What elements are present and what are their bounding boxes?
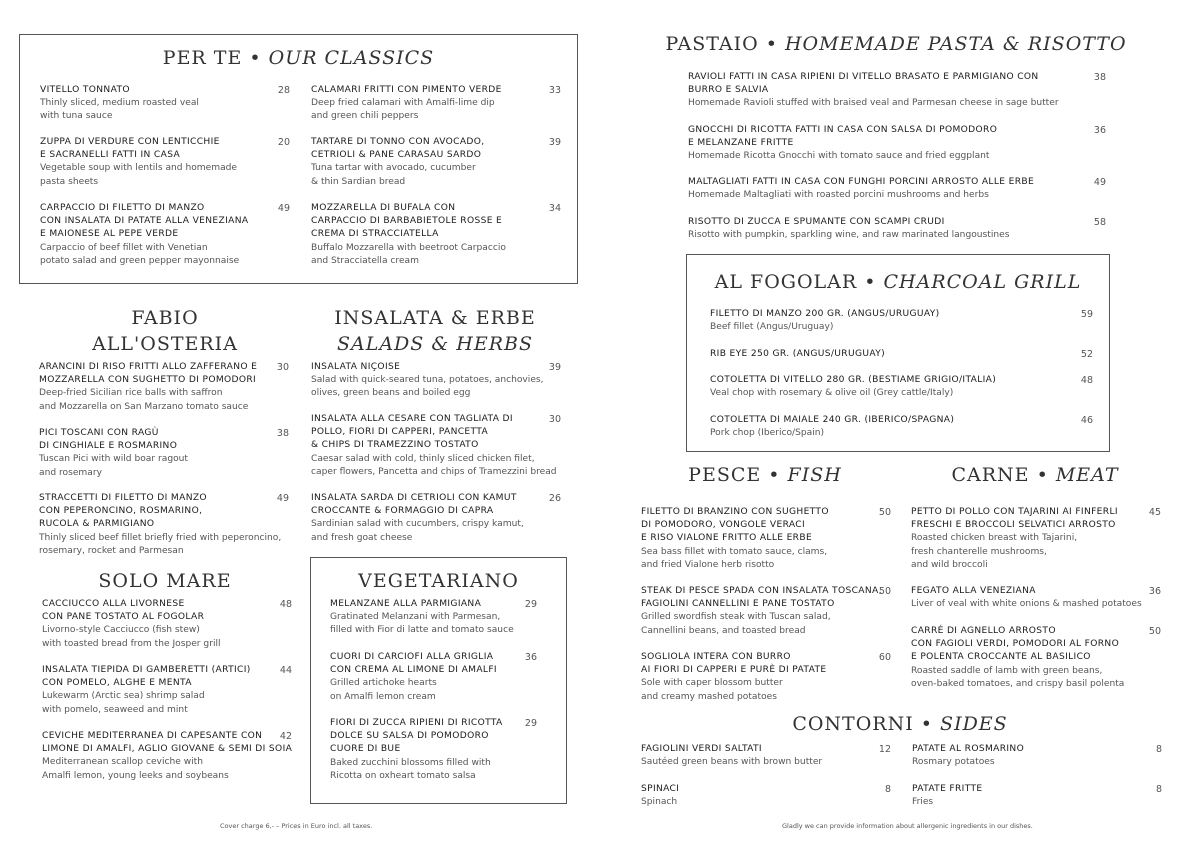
dish-description-line: with toasted bread from the Josper grill — [42, 638, 221, 649]
dish-name-line: CEVICHE MEDITERRANEA DI CAPESANTE CON — [42, 731, 263, 741]
dish-price: 29 — [524, 718, 537, 729]
dish-description — [710, 321, 1093, 334]
dish-description — [688, 150, 1106, 163]
dish-description-line: Tuscan Pici with wild boar ragout — [39, 454, 188, 465]
dish-price: 45 — [1148, 507, 1161, 518]
dish-price: 34 — [548, 203, 561, 214]
dish-name-line: CUORE DI BUE — [330, 744, 401, 755]
carne-title-en: MEAT — [1055, 464, 1119, 486]
menu-item — [40, 84, 290, 124]
dish-description — [330, 611, 537, 637]
dish-description — [912, 796, 1162, 809]
dish-price: 39 — [548, 362, 561, 373]
menu-item — [39, 492, 289, 558]
dish-name — [330, 651, 537, 677]
dish-description-line: rosemary, rocket and Parmesan — [39, 545, 184, 556]
classics-title-en: OUR CLASSICS — [268, 47, 435, 69]
dish-name — [311, 492, 561, 518]
dish-name — [911, 625, 1161, 665]
dish-description-line: Lukewarm (Arctic sea) shrimp salad — [42, 691, 205, 702]
dish-name-line: POLLO, FIORI DI CAPPERI, PANCETTA — [311, 427, 489, 438]
dish-name — [40, 136, 290, 162]
dish-description — [688, 189, 1106, 202]
dish-name-line: & CHIPS DI TRAMEZZINO TOSTATO — [311, 440, 479, 451]
dish-name-line: FILETTO DI BRANZINO CON SUGHETTO — [641, 507, 829, 517]
dish-description-line: Amalfi lemon, young leeks and soybeans — [42, 770, 229, 781]
dish-description-line: Homemade Maltagliati with roasted porcini mushrooms and herbs — [688, 190, 989, 201]
dish-name — [710, 308, 1093, 321]
dish-price: 59 — [1080, 309, 1093, 320]
dish-description — [912, 756, 1162, 769]
dish-name-line: CARPACCIO DI FILETTO DI MANZO — [40, 203, 205, 213]
dish-name-line: RISOTTO DI ZUCCA E SPUMANTE CON SCAMPI CRUDI — [688, 217, 945, 227]
dish-name — [710, 414, 1093, 427]
footer-left: Cover charge 6,- – Prices in Euro incl. all taxes. — [220, 822, 373, 830]
dish-description-line: caper flowers, Pancetta and chips of Tramezzini bread — [311, 466, 557, 477]
dish-name-line: PICI TOSCANI CON RAGÙ — [39, 428, 159, 438]
dish-description-line: on Amalfi lemon cream — [330, 691, 436, 702]
fogolar-title-en: CHARCOAL GRILL — [883, 271, 1082, 293]
dish-description-line: Grilled swordfish steak with Tuscan salad, — [641, 612, 831, 623]
dish-description-line: Veal chop with rosemary & olive oil (Grey cattle/Italy) — [710, 388, 954, 399]
dish-description-line: pasta sheets — [40, 176, 99, 187]
dish-name-line: ARANCINI DI RISO FRITTI ALLO ZAFFERANO E — [39, 362, 258, 372]
dish-price: 52 — [1080, 349, 1093, 360]
dish-price: 36 — [524, 652, 537, 663]
dish-description-line: Pork chop (Iberico/Spain) — [710, 428, 825, 439]
dish-name-line: CON CREMA AL LIMONE DI AMALFI — [330, 665, 497, 676]
dish-description-line: Rosmary potatoes — [912, 757, 995, 768]
menu-item — [641, 783, 891, 809]
dish-description — [39, 387, 289, 413]
menu-item — [641, 506, 891, 572]
vegetariano-title — [310, 568, 567, 594]
menu-item — [39, 427, 289, 480]
dish-name-line: CARRÉ DI AGNELLO ARROSTO — [911, 626, 1056, 636]
dish-name-line: E MAIONESE AL PEPE VERDE — [40, 229, 179, 240]
dish-description-line: Salad with quick-seared tuna, potatoes, anchovies, — [311, 375, 544, 386]
dish-name — [42, 730, 292, 756]
dish-name — [688, 176, 1106, 189]
dish-price: 42 — [279, 731, 292, 742]
menu-item — [688, 71, 1106, 111]
dish-name-line: GNOCCHI DI RICOTTA FATTI IN CASA CON SALSA DI POMODORO — [688, 125, 998, 135]
menu-item — [42, 730, 292, 783]
dish-name-line: CARPACCIO DI BARBABIETOLE ROSSE E — [311, 216, 503, 227]
menu-item — [688, 216, 1106, 242]
dish-name-line: COTOLETTA DI MAIALE 240 GR. (IBERICO/SPAGNA) — [710, 415, 955, 425]
dish-name — [42, 664, 292, 690]
dish-description-line: Deep fried calamari with Amalfi-lime dip — [311, 98, 495, 109]
menu-item — [688, 124, 1106, 164]
dish-name-line: INSALATA TIEPIDA DI GAMBERETTI (ARTICI) — [42, 665, 251, 675]
menu-item — [710, 308, 1093, 334]
menu-item — [688, 176, 1106, 202]
dish-name-line: LIMONE DI AMALFI, AGLIO GIOVANE & SEMI DI SOIA — [42, 744, 293, 755]
dish-description — [911, 665, 1161, 691]
menu-item — [710, 348, 1093, 361]
dish-description-line: and fresh goat cheese — [311, 532, 413, 543]
dish-name-line: CON FAGIOLI VERDI, POMODORI AL FORNO — [911, 639, 1120, 650]
dish-name — [311, 361, 561, 374]
menu-item — [330, 717, 537, 783]
menu-item — [39, 361, 289, 414]
dish-name-line: PETTO DI POLLO CON TAJARINI AI FINFERLI — [911, 507, 1118, 517]
dish-description — [710, 427, 1093, 440]
dish-name-line: FAGIOLINI CANNELLINI E PANE TOSTATO — [641, 599, 835, 610]
dish-description-line: oven-baked tomatoes, and crispy basil polenta — [911, 678, 1125, 689]
insalata-title — [310, 305, 560, 357]
dish-name — [688, 71, 1106, 97]
dish-name-line: SOGLIOLA INTERA CON BURRO — [641, 652, 791, 662]
dish-price: 20 — [277, 137, 290, 148]
dish-description-line: Buffalo Mozzarella with beetroot Carpaccio — [311, 242, 506, 253]
dish-description — [330, 677, 537, 703]
dish-description — [710, 387, 1093, 400]
dish-price: 50 — [878, 586, 891, 597]
dish-description-line: Tuna tartar with avocado, cucumber — [311, 163, 476, 174]
dish-name-line: DOLCE SU SALSA DI POMODORO — [330, 731, 489, 742]
menu-item — [641, 651, 891, 704]
dish-description-line: Ricotta on oxheart tomato salsa — [330, 770, 476, 781]
dish-name — [40, 202, 290, 242]
dish-name — [40, 84, 290, 97]
dish-description — [42, 756, 292, 782]
menu-item — [311, 84, 561, 124]
dish-name — [710, 374, 1093, 387]
dish-description — [330, 757, 537, 783]
dish-name-line: MOZZARELLA DI BUFALA CON — [311, 203, 456, 213]
dish-price: 29 — [524, 599, 537, 610]
dish-name — [911, 506, 1161, 532]
dish-name-line: FILETTO DI MANZO 200 GR. (ANGUS/URUGUAY) — [710, 309, 940, 319]
dish-description — [641, 796, 891, 809]
dish-name-line: PATATE FRITTE — [912, 784, 983, 794]
menu-item — [40, 202, 290, 268]
dish-price: 38 — [1093, 72, 1106, 83]
dish-description — [39, 532, 289, 558]
dish-price: 8 — [1155, 744, 1162, 755]
menu-item — [710, 414, 1093, 440]
dish-description-line: Deep-fried Sicilian rice balls with saffron — [39, 388, 223, 399]
dish-description-line: potato salad and green pepper mayonnaise — [40, 255, 240, 266]
dish-name-line: CON PEPERONCINO, ROSMARINO, — [39, 506, 203, 517]
dish-name-line: MALTAGLIATI FATTI IN CASA CON FUNGHI PORCINI ARROSTO ALLE ERBE — [688, 177, 1035, 187]
dish-description-line: and Stracciatella cream — [311, 255, 419, 266]
osteria-title-line1: FABIO — [131, 307, 199, 329]
dish-description — [42, 690, 292, 716]
dish-price: 48 — [1080, 375, 1093, 386]
classics-title-it: PER TE — [162, 47, 243, 69]
dish-name — [688, 124, 1106, 150]
fogolar-title-it: AL FOGOLAR — [714, 271, 858, 293]
dish-name — [39, 427, 289, 453]
dish-description — [42, 624, 292, 650]
insalata-title-it: INSALATA & ERBE — [334, 307, 536, 329]
dish-description-line: Sautéed green beans with brown butter — [641, 757, 823, 768]
contorni-title-en: SIDES — [940, 713, 1008, 735]
dish-name-line: CACCIUCCO ALLA LIVORNESE — [42, 599, 185, 609]
dish-price: 26 — [548, 493, 561, 504]
footer-right: Gladly we can provide information about allergenic ingredients in our dishes. — [782, 822, 1033, 830]
dish-description-line: Homemade Ravioli stuffed with braised veal and Parmesan cheese in sage butter — [688, 98, 1059, 109]
dish-description-line: Thinly sliced, medium roasted veal — [40, 98, 199, 109]
dish-name-line: STRACCETTI DI FILETTO DI MANZO — [39, 493, 207, 503]
dish-name-line: CUORI DI CARCIOFI ALLA GRIGLIA — [330, 652, 494, 662]
dish-name — [710, 348, 1093, 361]
dish-name-line: RUCOLA & PARMIGIANO — [39, 519, 155, 530]
dish-description-line: Beef fillet (Angus/Uruguay) — [710, 322, 834, 333]
dish-price: 49 — [277, 203, 290, 214]
dish-description — [39, 453, 289, 479]
dish-name-line: VITELLO TONNATO — [40, 85, 130, 95]
dish-name-line: CROCCANTE & FORMAGGIO DI CAPRA — [311, 506, 494, 517]
dish-name — [641, 506, 891, 546]
dish-name — [912, 783, 1162, 796]
dish-name — [330, 598, 537, 611]
dish-price: 50 — [1148, 626, 1161, 637]
dish-name-line: SPINACI — [641, 784, 680, 794]
pesce-title-en: FISH — [787, 464, 842, 486]
dish-description-line: and Mozzarella on San Marzano tomato sauce — [39, 401, 249, 412]
dish-description-line: and fried Vialone herb risotto — [641, 559, 775, 570]
solomare-title-text: SOLO MARE — [98, 570, 232, 592]
osteria-title-line2: ALL'OSTERIA — [92, 333, 238, 355]
dish-price: 39 — [548, 137, 561, 148]
dish-description — [311, 453, 561, 479]
dish-name — [39, 361, 289, 387]
dish-price: 36 — [1093, 125, 1106, 136]
dish-description — [40, 162, 290, 188]
dish-name — [39, 492, 289, 532]
dish-name — [911, 585, 1161, 598]
dish-name-line: STEAK DI PESCE SPADA CON INSALATA TOSCANA, — [641, 586, 882, 596]
dish-name-line: CON POMELO, ALGHE E MENTA — [42, 678, 192, 689]
dish-description — [311, 374, 561, 400]
contorni-title: CONTORNI • SIDES — [792, 713, 1008, 735]
dish-description — [641, 677, 891, 703]
solomare-title — [40, 568, 290, 594]
pastaio-title-en: HOMEMADE PASTA & RISOTTO — [784, 33, 1127, 55]
dish-description-line: Spinach — [641, 797, 678, 808]
dish-price: 49 — [276, 493, 289, 504]
dish-description-line: and rosemary — [39, 467, 102, 478]
dish-price: 30 — [276, 362, 289, 373]
dish-description-line: Fries — [912, 797, 934, 808]
dish-name — [311, 202, 561, 242]
menu-item — [710, 374, 1093, 400]
osteria-title — [60, 305, 270, 357]
dish-name — [311, 136, 561, 162]
dish-description-line: Carpaccio of beef fillet with Venetian — [40, 242, 208, 253]
dish-name-line: CALAMARI FRITTI CON PIMENTO VERDE — [311, 85, 502, 95]
dish-name-line: CETRIOLI & PANE CARASAU SARDO — [311, 150, 482, 161]
menu-item — [641, 743, 891, 769]
carne-title: CARNE • MEAT — [951, 464, 1119, 486]
dish-name — [311, 84, 561, 97]
dish-name-line: RAVIOLI FATTI IN CASA RIPIENI DI VITELLO BRASATO E PARMIGIANO CON — [688, 72, 1039, 82]
menu-item — [311, 202, 561, 268]
dish-description-line: and wild broccoli — [911, 559, 988, 570]
dish-description-line: Roasted saddle of lamb with green beans, — [911, 665, 1103, 676]
dish-name — [42, 598, 292, 624]
dish-name-line: DI CINGHIALE E ROSMARINO — [39, 441, 178, 452]
dish-description-line: Caesar salad with cold, thinly sliced chicken filet, — [311, 453, 535, 464]
classics-title: PER TE • OUR CLASSICS — [162, 47, 435, 69]
menu-item — [311, 361, 561, 401]
dish-description-line: Baked zucchini blossoms filled with — [330, 757, 491, 768]
dish-description-line: olives, green beans and boiled egg — [311, 388, 471, 399]
dish-description — [641, 611, 891, 637]
dish-name — [330, 717, 537, 757]
menu-item — [42, 598, 292, 651]
dish-name — [311, 413, 561, 453]
dish-name-line: CON INSALATA DI PATATE ALLA VENEZIANA — [40, 216, 249, 227]
dish-description — [911, 598, 1161, 611]
menu-item — [911, 506, 1161, 572]
dish-description-line: Sardinian salad with cucumbers, crispy kamut, — [311, 519, 524, 530]
dish-description-line: Sole with caper blossom butter — [641, 678, 783, 689]
dish-description — [688, 229, 1106, 242]
dish-name-line: E SACRANELLI FATTI IN CASA — [40, 150, 181, 161]
dish-price: 12 — [878, 744, 891, 755]
dish-description-line: Mediterranean scallop ceviche with — [42, 757, 204, 768]
dish-description — [311, 162, 561, 188]
dish-name-line: RIB EYE 250 GR. (ANGUS/URUGUAY) — [710, 349, 886, 359]
pastaio-title: PASTAIO • HOMEMADE PASTA & RISOTTO — [665, 33, 1127, 55]
dish-name-line: E MELANZANE FRITTE — [688, 138, 794, 149]
dish-description-line: & thin Sardian bread — [311, 176, 406, 187]
dish-name-line: AI FIORI DI CAPPERI E PURÈ DI PATATE — [641, 665, 827, 676]
dish-price: 8 — [884, 784, 891, 795]
vegetariano-title-text: VEGETARIANO — [358, 570, 519, 592]
dish-name — [688, 216, 1106, 229]
menu-item — [911, 585, 1161, 611]
dish-name-line: CON PANE TOSTATO AL FOGOLAR — [42, 612, 205, 623]
dish-price: 44 — [279, 665, 292, 676]
dish-name-line: MELANZANE ALLA PARMIGIANA — [330, 599, 482, 609]
menu-item — [912, 783, 1162, 809]
menu-item — [330, 651, 537, 704]
menu-item — [311, 136, 561, 189]
dish-name-line: FRESCHI E BROCCOLI SELVATICI ARROSTO — [911, 520, 1116, 531]
dish-description-line: and creamy mashed potatoes — [641, 691, 777, 702]
dish-name-line: CREMA DI STRACCIATELLA — [311, 229, 439, 240]
dish-description — [40, 242, 290, 268]
dish-name — [641, 743, 891, 756]
carne-title-it: CARNE — [951, 464, 1030, 486]
dish-description — [311, 97, 561, 123]
dish-name-line: PATATE AL ROSMARINO — [912, 744, 1025, 754]
dish-description-line: Risotto with pumpkin, sparkling wine, and raw marinated langoustines — [688, 230, 1010, 241]
dish-description — [641, 546, 891, 572]
dish-description-line: filled with Fior di latte and tomato sauce — [330, 625, 514, 636]
dish-name — [641, 651, 891, 677]
dish-name-line: DI POMODORO, VONGOLE VERACI — [641, 520, 806, 531]
dish-name — [641, 585, 891, 611]
dish-name-line: FAGIOLINI VERDI SALTATI — [641, 744, 762, 754]
dish-name-line: FIORI DI ZUCCA RIPIENI DI RICOTTA — [330, 718, 503, 728]
dish-description — [311, 242, 561, 268]
fogolar-title: AL FOGOLAR • CHARCOAL GRILL — [714, 271, 1082, 293]
dish-name — [912, 743, 1162, 756]
pastaio-title-it: PASTAIO — [665, 33, 759, 55]
menu-item — [911, 625, 1161, 691]
insalata-title-en: SALADS & HERBS — [336, 333, 534, 355]
dish-description-line: with tuna sauce — [40, 111, 113, 122]
contorni-title-it: CONTORNI — [792, 713, 914, 735]
dish-description-line: Liver of veal with white onions & mashed potatoes — [911, 599, 1142, 610]
dish-price: 60 — [878, 652, 891, 663]
dish-description-line: and green chili peppers — [311, 111, 419, 122]
menu-item — [311, 492, 561, 545]
dish-name-line: INSALATA NIÇOISE — [311, 362, 401, 372]
menu-item — [42, 664, 292, 717]
dish-price: 46 — [1080, 415, 1093, 426]
dish-description-line: with pomelo, seaweed and mint — [42, 704, 188, 715]
menu-item — [641, 585, 891, 638]
dish-description-line: Gratinated Melanzani with Parmesan, — [330, 612, 501, 623]
dish-name-line: TARTARE DI TONNO CON AVOCADO, — [311, 137, 485, 147]
dish-price: 49 — [1093, 177, 1106, 188]
dish-price: 50 — [878, 507, 891, 518]
dish-price: 58 — [1093, 217, 1106, 228]
dish-name-line: ZUPPA DI VERDURE CON LENTICCHIE — [40, 137, 220, 147]
dish-name-line: E RISO VIALONE FRITTO ALLE ERBE — [641, 533, 813, 544]
dish-name-line: COTOLETTA DI VITELLO 280 GR. (BESTIAME GRIGIO/ITALIA) — [710, 375, 997, 385]
dish-name-line: MOZZARELLA CON SUGHETTO DI POMODORI — [39, 375, 257, 386]
dish-name-line: E POLENTA CROCCANTE AL BASILICO — [911, 652, 1091, 663]
dish-description-line: Cannellini beans, and toasted bread — [641, 625, 806, 636]
dish-price: 38 — [276, 428, 289, 439]
dish-description — [688, 97, 1106, 110]
dish-description — [311, 518, 561, 544]
dish-description-line: Sea bass fillet with tomato sauce, clams, — [641, 546, 828, 557]
dish-description-line: Livorno-style Cacciucco (fish stew) — [42, 625, 200, 636]
pesce-title: PESCE • FISH — [688, 464, 842, 486]
dish-name-line: FEGATO ALLA VENEZIANA — [911, 586, 1036, 596]
dish-description-line: fresh chanterelle mushrooms, — [911, 546, 1047, 557]
dish-description-line: Grilled artichoke hearts — [330, 678, 437, 689]
dish-price: 28 — [277, 85, 290, 96]
dish-price: 33 — [548, 85, 561, 96]
menu-item — [912, 743, 1162, 769]
menu-item — [40, 136, 290, 189]
dish-description-line: Homemade Ricotta Gnocchi with tomato sauce and fried eggplant — [688, 151, 990, 162]
dish-name-line: INSALATA ALLA CESARE CON TAGLIATA DI — [311, 414, 513, 424]
dish-description — [641, 756, 891, 769]
dish-price: 8 — [1155, 784, 1162, 795]
dish-description — [40, 97, 290, 123]
dish-name — [641, 783, 891, 796]
dish-description-line: Roasted chicken breast with Tajarini, — [911, 533, 1078, 544]
menu-item — [311, 413, 561, 479]
dish-description-line: Vegetable soup with lentils and homemade — [40, 163, 238, 174]
dish-name-line: INSALATA SARDA DI CETRIOLI CON KAMUT — [311, 493, 517, 503]
pesce-title-it: PESCE — [688, 464, 762, 486]
dish-description — [911, 532, 1161, 572]
menu-item — [330, 598, 537, 638]
dish-description-line: Thinly sliced beef fillet briefly fried with peperoncino, — [39, 532, 282, 543]
dish-price: 48 — [279, 599, 292, 610]
dish-price: 30 — [548, 414, 561, 425]
dish-name-line: BURRO E SALVIA — [688, 85, 769, 96]
dish-price: 36 — [1148, 586, 1161, 597]
